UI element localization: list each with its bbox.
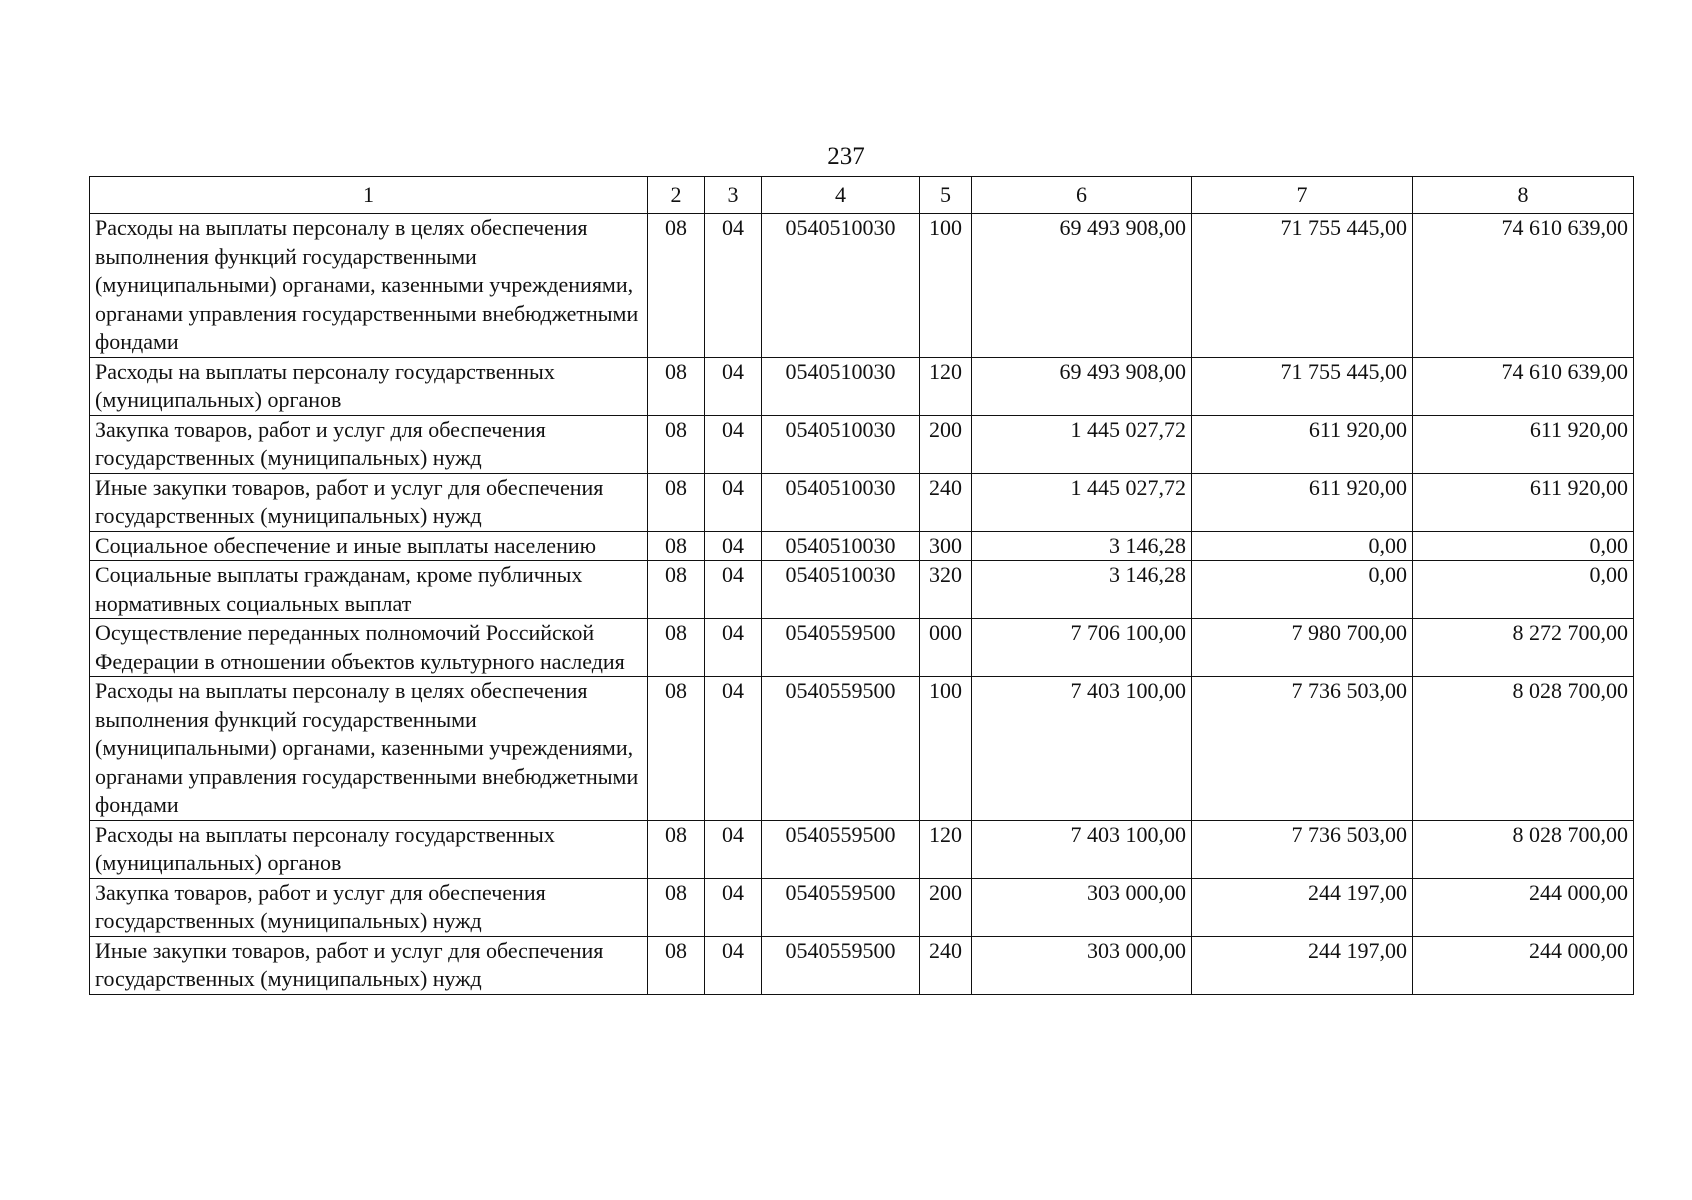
row-amount-2: 7 980 700,00 [1192,619,1413,677]
row-type-code: 120 [920,357,972,415]
row-amount-2: 0,00 [1192,531,1413,561]
row-section: 08 [648,936,705,994]
column-header-3: 3 [705,177,762,214]
row-type-code: 100 [920,677,972,821]
row-amount-1: 303 000,00 [972,936,1192,994]
row-subsection: 04 [705,357,762,415]
column-header-1: 1 [90,177,648,214]
row-amount-3: 8 028 700,00 [1413,820,1634,878]
row-amount-3: 74 610 639,00 [1413,357,1634,415]
row-subsection: 04 [705,214,762,358]
column-header-2: 2 [648,177,705,214]
row-description: Закупка товаров, работ и услуг для обеспечения государственных (муниципальных) нужд [90,415,648,473]
row-description: Расходы на выплаты персоналу государственных (муниципальных) органов [90,820,648,878]
row-amount-3: 74 610 639,00 [1413,214,1634,358]
row-target-code: 0540559500 [762,677,920,821]
row-amount-2: 611 920,00 [1192,415,1413,473]
row-section: 08 [648,473,705,531]
table-row [90,473,1634,531]
budget-table [89,176,1634,995]
row-section: 08 [648,357,705,415]
row-type-code: 000 [920,619,972,677]
row-amount-3: 8 028 700,00 [1413,677,1634,821]
row-section: 08 [648,619,705,677]
row-target-code: 0540510030 [762,214,920,358]
row-description: Иные закупки товаров, работ и услуг для обеспечения государственных (муниципальных) нужд [90,473,648,531]
row-subsection: 04 [705,415,762,473]
row-amount-3: 0,00 [1413,561,1634,619]
table-row [90,878,1634,936]
row-amount-3: 0,00 [1413,531,1634,561]
table-row [90,820,1634,878]
table-row [90,214,1634,358]
row-subsection: 04 [705,936,762,994]
row-amount-1: 1 445 027,72 [972,473,1192,531]
row-type-code: 100 [920,214,972,358]
row-target-code: 0540559500 [762,820,920,878]
column-header-4: 4 [762,177,920,214]
table-header [90,177,1634,214]
table-row [90,677,1634,821]
page-number: 237 [827,143,865,170]
row-amount-2: 0,00 [1192,561,1413,619]
row-amount-1: 7 706 100,00 [972,619,1192,677]
row-amount-2: 7 736 503,00 [1192,820,1413,878]
row-amount-1: 1 445 027,72 [972,415,1192,473]
row-amount-3: 244 000,00 [1413,936,1634,994]
column-header-5: 5 [920,177,972,214]
row-target-code: 0540510030 [762,531,920,561]
row-type-code: 200 [920,415,972,473]
row-amount-1: 3 146,28 [972,531,1192,561]
row-subsection: 04 [705,619,762,677]
row-amount-1: 7 403 100,00 [972,820,1192,878]
row-description: Осуществление переданных полномочий Российской Федерации в отношении объектов культурного наследия [90,619,648,677]
row-description: Расходы на выплаты персоналу в целях обеспечения выполнения функций государственными (муниципальными) органами, казенными учреждениями, органами управления государственными внебюджетными фондами [90,677,648,821]
row-subsection: 04 [705,878,762,936]
row-section: 08 [648,415,705,473]
row-subsection: 04 [705,561,762,619]
row-amount-1: 3 146,28 [972,561,1192,619]
row-subsection: 04 [705,820,762,878]
row-description: Расходы на выплаты персоналу в целях обеспечения выполнения функций государственными (муниципальными) органами, казенными учреждениями, органами управления государственными внебюджетными фондами [90,214,648,358]
row-section: 08 [648,878,705,936]
row-type-code: 200 [920,878,972,936]
row-type-code: 320 [920,561,972,619]
table-row [90,561,1634,619]
row-target-code: 0540559500 [762,936,920,994]
row-target-code: 0540510030 [762,561,920,619]
row-description: Иные закупки товаров, работ и услуг для обеспечения государственных (муниципальных) нужд [90,936,648,994]
row-subsection: 04 [705,531,762,561]
table-body [90,214,1634,995]
column-header-7: 7 [1192,177,1413,214]
row-amount-2: 71 755 445,00 [1192,357,1413,415]
row-type-code: 240 [920,936,972,994]
row-amount-3: 611 920,00 [1413,473,1634,531]
row-amount-2: 611 920,00 [1192,473,1413,531]
row-amount-3: 244 000,00 [1413,878,1634,936]
header-row [90,177,1634,214]
table-row [90,531,1634,561]
row-target-code: 0540510030 [762,357,920,415]
row-description: Социальные выплаты гражданам, кроме публичных нормативных социальных выплат [90,561,648,619]
row-amount-1: 7 403 100,00 [972,677,1192,821]
table-row [90,936,1634,994]
table-row [90,357,1634,415]
row-type-code: 300 [920,531,972,561]
row-target-code: 0540510030 [762,473,920,531]
row-description: Социальное обеспечение и иные выплаты населению [90,531,648,561]
row-type-code: 240 [920,473,972,531]
row-description: Расходы на выплаты персоналу государственных (муниципальных) органов [90,357,648,415]
row-subsection: 04 [705,473,762,531]
row-section: 08 [648,561,705,619]
row-amount-2: 71 755 445,00 [1192,214,1413,358]
row-amount-1: 69 493 908,00 [972,214,1192,358]
table-row [90,619,1634,677]
table-row [90,415,1634,473]
row-amount-3: 611 920,00 [1413,415,1634,473]
row-target-code: 0540510030 [762,415,920,473]
row-amount-2: 7 736 503,00 [1192,677,1413,821]
row-subsection: 04 [705,677,762,821]
row-amount-2: 244 197,00 [1192,936,1413,994]
column-header-8: 8 [1413,177,1634,214]
row-section: 08 [648,531,705,561]
row-description: Закупка товаров, работ и услуг для обеспечения государственных (муниципальных) нужд [90,878,648,936]
row-amount-1: 69 493 908,00 [972,357,1192,415]
row-section: 08 [648,677,705,821]
row-section: 08 [648,214,705,358]
row-target-code: 0540559500 [762,619,920,677]
row-section: 08 [648,820,705,878]
row-target-code: 0540559500 [762,878,920,936]
row-amount-3: 8 272 700,00 [1413,619,1634,677]
row-amount-2: 244 197,00 [1192,878,1413,936]
row-amount-1: 303 000,00 [972,878,1192,936]
row-type-code: 120 [920,820,972,878]
column-header-6: 6 [972,177,1192,214]
